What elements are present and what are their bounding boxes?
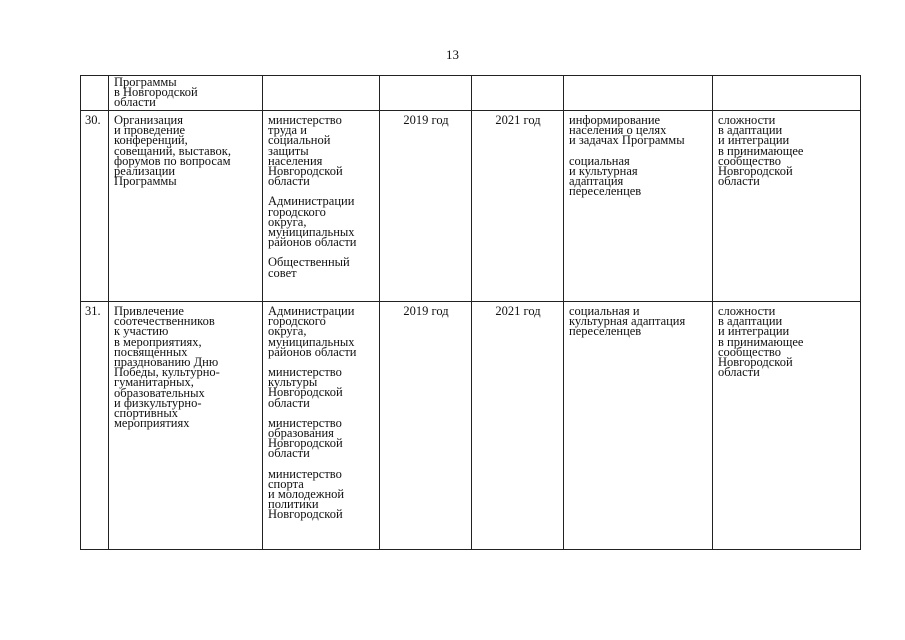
executor-paragraph (268, 194, 375, 250)
risk-line: в адаптации (718, 314, 783, 329)
risk-line: и интеграции (718, 133, 790, 148)
activity-line: к участию (114, 324, 169, 339)
indicator-line: культурная адаптация (569, 314, 686, 329)
activity-line: гуманитарных, (114, 375, 194, 390)
executor-line: области (268, 446, 310, 461)
executor-paragraph (268, 367, 375, 408)
executor-paragraph (268, 306, 375, 357)
executor-line: округа, (268, 324, 307, 339)
risk-line: области (718, 365, 760, 380)
table-row (81, 302, 861, 550)
executor-line: области (268, 395, 310, 410)
activity-line: посвященных (114, 344, 188, 359)
risk-line: сообщество (718, 344, 781, 359)
executor-line: округа, (268, 214, 307, 229)
activity-line: совещаний, выставок, (114, 143, 231, 158)
risk-line: в адаптации (718, 123, 783, 138)
activity-line: форумов по вопросам (114, 153, 231, 168)
program-activities-table (80, 75, 861, 550)
activity-line: в Новгородской (114, 85, 198, 100)
executor-line: районов области (268, 235, 357, 250)
activity-cell (109, 302, 263, 550)
risk-line: в принимающее (718, 143, 804, 158)
risk-line: сообщество (718, 153, 781, 168)
activity-line: Программы (114, 75, 177, 89)
executor-line: Новгородской (268, 385, 343, 400)
activity-cell (109, 76, 263, 111)
executor-line: Администрации (268, 194, 355, 209)
risk-line: Новгородской (718, 164, 793, 179)
risks-cell (713, 111, 861, 302)
row-number-cell (81, 76, 109, 111)
executor-line: спорта (268, 476, 304, 491)
page-number: 13 (446, 47, 459, 62)
indicator-line: населения о целях (569, 123, 667, 138)
row-number-cell: 31. (81, 302, 109, 550)
executor-line: социальной (268, 133, 331, 148)
executor-line: Новгородской (268, 436, 343, 451)
indicators-cell (564, 302, 713, 550)
executor-line: совет (268, 265, 297, 280)
executor-line: городского (268, 204, 326, 219)
executor-paragraph (268, 113, 375, 189)
activity-line: конференций, (114, 133, 188, 148)
activity-line: Привлечение (114, 304, 184, 318)
risk-line: области (718, 174, 760, 189)
executor-line: муниципальных (268, 225, 355, 240)
risk-line: сложности (718, 304, 776, 318)
risk-line: сложности (718, 113, 776, 127)
table-row (81, 111, 861, 302)
executors-cell (263, 302, 380, 550)
risk-line: Новгородской (718, 355, 793, 370)
end-date-cell: 2021 год (472, 302, 564, 550)
risk-line: и интеграции (718, 324, 790, 339)
start-date-cell: 2019 год (380, 302, 472, 550)
start-date-cell: 2019 год (380, 111, 472, 302)
executor-line: районов области (268, 344, 357, 359)
executor-line: культуры (268, 375, 318, 390)
activity-line: Организация (114, 113, 183, 127)
indicator-line: и задачах Программы (569, 133, 685, 148)
indicator-line: социальная (569, 153, 630, 168)
activity-line: реализации (114, 164, 176, 179)
activity-line: Победы, культурно- (114, 365, 220, 380)
activity-line: спортивных (114, 406, 178, 421)
risks-cell (713, 76, 861, 111)
executor-line: защиты (268, 143, 309, 158)
executor-line: Новгородской (268, 507, 343, 522)
end-date-cell (472, 76, 564, 111)
risk-line: в принимающее (718, 334, 804, 349)
activity-line: в мероприятиях, (114, 334, 202, 349)
executor-line: образования (268, 426, 334, 441)
executor-paragraph (268, 466, 375, 522)
activity-line: и проведение (114, 123, 186, 138)
executor-paragraph (268, 255, 375, 280)
executor-line: населения (268, 153, 323, 168)
activity-line: области (114, 95, 156, 110)
activity-line: соотечественников (114, 314, 215, 329)
activity-cell (109, 111, 263, 302)
indicator-line: переселенцев (569, 184, 642, 199)
executor-line: Общественный (268, 255, 350, 270)
start-date-cell (380, 76, 472, 111)
end-date-cell: 2021 год (472, 111, 564, 302)
risks-cell (713, 302, 861, 550)
activity-line: образовательных (114, 385, 205, 400)
activity-line: мероприятиях (114, 416, 190, 431)
activity-line: Программы (114, 174, 177, 189)
executors-cell (263, 111, 380, 302)
executor-line: министерство (268, 466, 342, 481)
executor-line: политики (268, 497, 319, 512)
indicator-line: и культурная (569, 163, 638, 178)
indicator-line: информирование (569, 113, 661, 127)
indicator-paragraph (569, 115, 708, 146)
activity-line: празднованию Дню (114, 355, 219, 370)
executor-line: муниципальных (268, 334, 355, 349)
indicators-cell (564, 76, 713, 111)
executor-line: и молодежной (268, 487, 345, 502)
executor-line: министерство (268, 365, 342, 380)
table-row (81, 76, 861, 111)
executor-line: Администрации (268, 304, 355, 318)
executor-line: министерство (268, 113, 342, 127)
executor-line: области (268, 174, 310, 189)
executors-cell (263, 76, 380, 111)
executor-line: Новгородской (268, 164, 343, 179)
executor-line: городского (268, 314, 326, 329)
indicators-cell (564, 111, 713, 302)
indicator-line: социальная и (569, 304, 640, 318)
indicator-line: переселенцев (569, 324, 642, 339)
indicator-paragraph (569, 153, 708, 199)
executor-line: министерство (268, 415, 342, 430)
activity-line: и физкультурно- (114, 395, 202, 410)
row-number-cell: 30. (81, 111, 109, 302)
executor-line: труда и (268, 123, 307, 138)
executor-paragraph (268, 415, 375, 461)
indicator-paragraph (569, 306, 708, 337)
indicator-line: адаптация (569, 174, 624, 189)
